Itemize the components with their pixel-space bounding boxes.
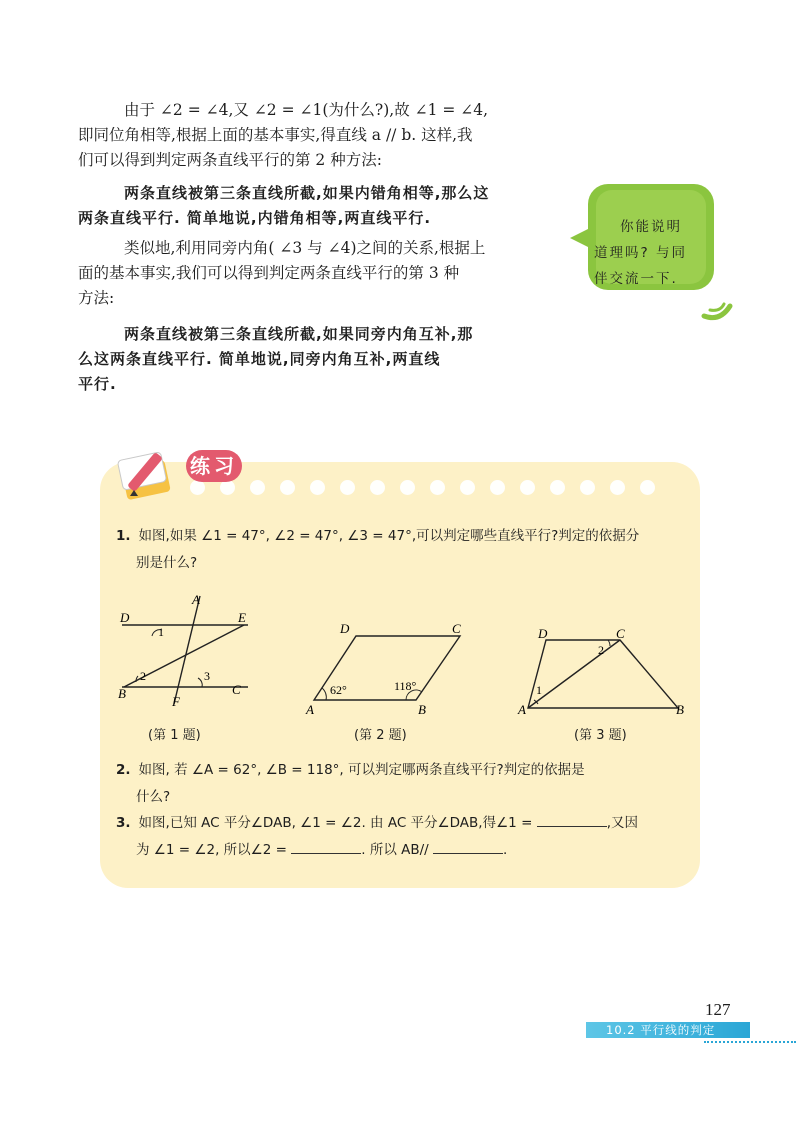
answer-blank-2[interactable] [291, 838, 361, 854]
text-line: 什么? [136, 789, 171, 805]
bubble-text [594, 214, 712, 292]
text-line: . [503, 842, 508, 858]
label-A: A [306, 702, 314, 717]
text-line: 两条直线平行. 简单地说,内错角相等,两直线平行. [78, 209, 432, 227]
angle-1: 1 [536, 683, 542, 697]
text-line: ,又因 [606, 815, 638, 831]
question-3 [116, 810, 686, 864]
answer-blank-1[interactable] [537, 811, 607, 827]
dot [280, 480, 295, 495]
dot [250, 480, 265, 495]
text-line: 别是什么? [136, 555, 198, 571]
angle-2: 2 [140, 669, 146, 683]
dot [580, 480, 595, 495]
label-C: C [232, 682, 241, 697]
dot [370, 480, 385, 495]
angle-2: 2 [598, 643, 604, 657]
label-D: D [120, 610, 130, 625]
text-line: 由于 ∠2 = ∠4,又 ∠2 = ∠1(为什么?),故 ∠1 = ∠4, [124, 101, 489, 119]
angle-1: 1 [158, 625, 164, 639]
caption-fig3: (第 3 题) [574, 728, 627, 743]
label-D: D [538, 626, 548, 641]
angle-A-value: 62° [330, 683, 347, 697]
label-B: B [676, 702, 684, 717]
paragraph-1 [78, 98, 548, 173]
text-line: 平行. [78, 375, 117, 393]
dot [610, 480, 625, 495]
paragraph-2 [78, 236, 548, 311]
speech-bubble [570, 180, 740, 320]
figure-3 [516, 622, 696, 722]
text-line: 即同位角相等,根据上面的基本事实,得直线 a // b. 这样,我 [78, 126, 473, 144]
section-title: 10.2 平行线的判定 [606, 1023, 716, 1037]
text-line: . 所以 AB// [361, 842, 429, 858]
answer-blank-3[interactable] [433, 838, 503, 854]
label-B: B [418, 702, 426, 717]
text-line: 面的基本事实,我们可以得到判定两条直线平行的第 3 种 [78, 264, 460, 282]
label-E: E [238, 610, 246, 625]
angle-3: 3 [204, 669, 210, 683]
text-line: 两条直线被第三条直线所截,如果同旁内角互补,那 [124, 325, 474, 343]
caption-fig2: (第 2 题) [354, 728, 407, 743]
question-number: 1. [116, 528, 131, 544]
angle-B-value: 118° [394, 679, 417, 693]
exercise-title: 练习 [186, 450, 242, 482]
dot [400, 480, 415, 495]
text-line: 为 ∠1 = ∠2, 所以∠2 = [136, 842, 287, 858]
dot [310, 480, 325, 495]
label-F: F [172, 694, 180, 709]
dot [520, 480, 535, 495]
rule-2 [78, 181, 548, 231]
text-line: 道理吗? 与同 [594, 245, 687, 261]
dot-row [190, 478, 670, 498]
text-line: 如图,已知 AC 平分∠DAB, ∠1 = ∠2. 由 AC 平分∠DAB,得∠1 = [138, 815, 533, 831]
question-2 [116, 757, 686, 811]
text-line: 伴交流一下. [594, 271, 678, 287]
dot [640, 480, 655, 495]
label-B: B [118, 686, 126, 701]
dot [490, 480, 505, 495]
text-line: 么这两条直线平行. 简单地说,同旁内角互补,两直线 [78, 350, 441, 368]
dot [220, 480, 235, 495]
text-line: 如图,如果 ∠1 = 47°, ∠2 = 47°, ∠3 = 47°,可以判定哪些直线平行?判定的依据分 [138, 528, 640, 544]
caption-fig1: (第 1 题) [148, 728, 201, 743]
question-number: 2. [116, 762, 131, 778]
question-number: 3. [116, 815, 131, 831]
dot [190, 480, 205, 495]
figure-1 [112, 590, 262, 710]
label-C: C [616, 626, 625, 641]
dot [550, 480, 565, 495]
label-C: C [452, 621, 461, 636]
question-1 [116, 523, 686, 577]
dot [460, 480, 475, 495]
rule-3 [78, 322, 548, 397]
text-line: 类似地,利用同旁内角( ∠3 与 ∠4)之间的关系,根据上 [124, 239, 486, 257]
page-number: 127 [705, 1000, 731, 1019]
bubble-tail [570, 228, 590, 248]
text-line: 方法: [78, 289, 115, 307]
text-line: 们可以得到判定两条直线平行的第 2 种方法: [78, 151, 382, 169]
text-line: 你能说明 [620, 219, 682, 235]
dot [340, 480, 355, 495]
label-D: D [340, 621, 350, 636]
figure-2 [302, 618, 472, 718]
text-line: 两条直线被第三条直线所截,如果内错角相等,那么这 [124, 184, 490, 202]
text-line: 如图, 若 ∠A = 62°, ∠B = 118°, 可以判定哪两条直线平行?判定的依据是 [138, 762, 585, 778]
footer-dots [704, 1041, 796, 1043]
swirl-icon [700, 296, 740, 324]
label-A: A [192, 592, 200, 607]
label-A: A [518, 702, 526, 717]
pencil-notebook-icon [110, 446, 190, 506]
dot [430, 480, 445, 495]
